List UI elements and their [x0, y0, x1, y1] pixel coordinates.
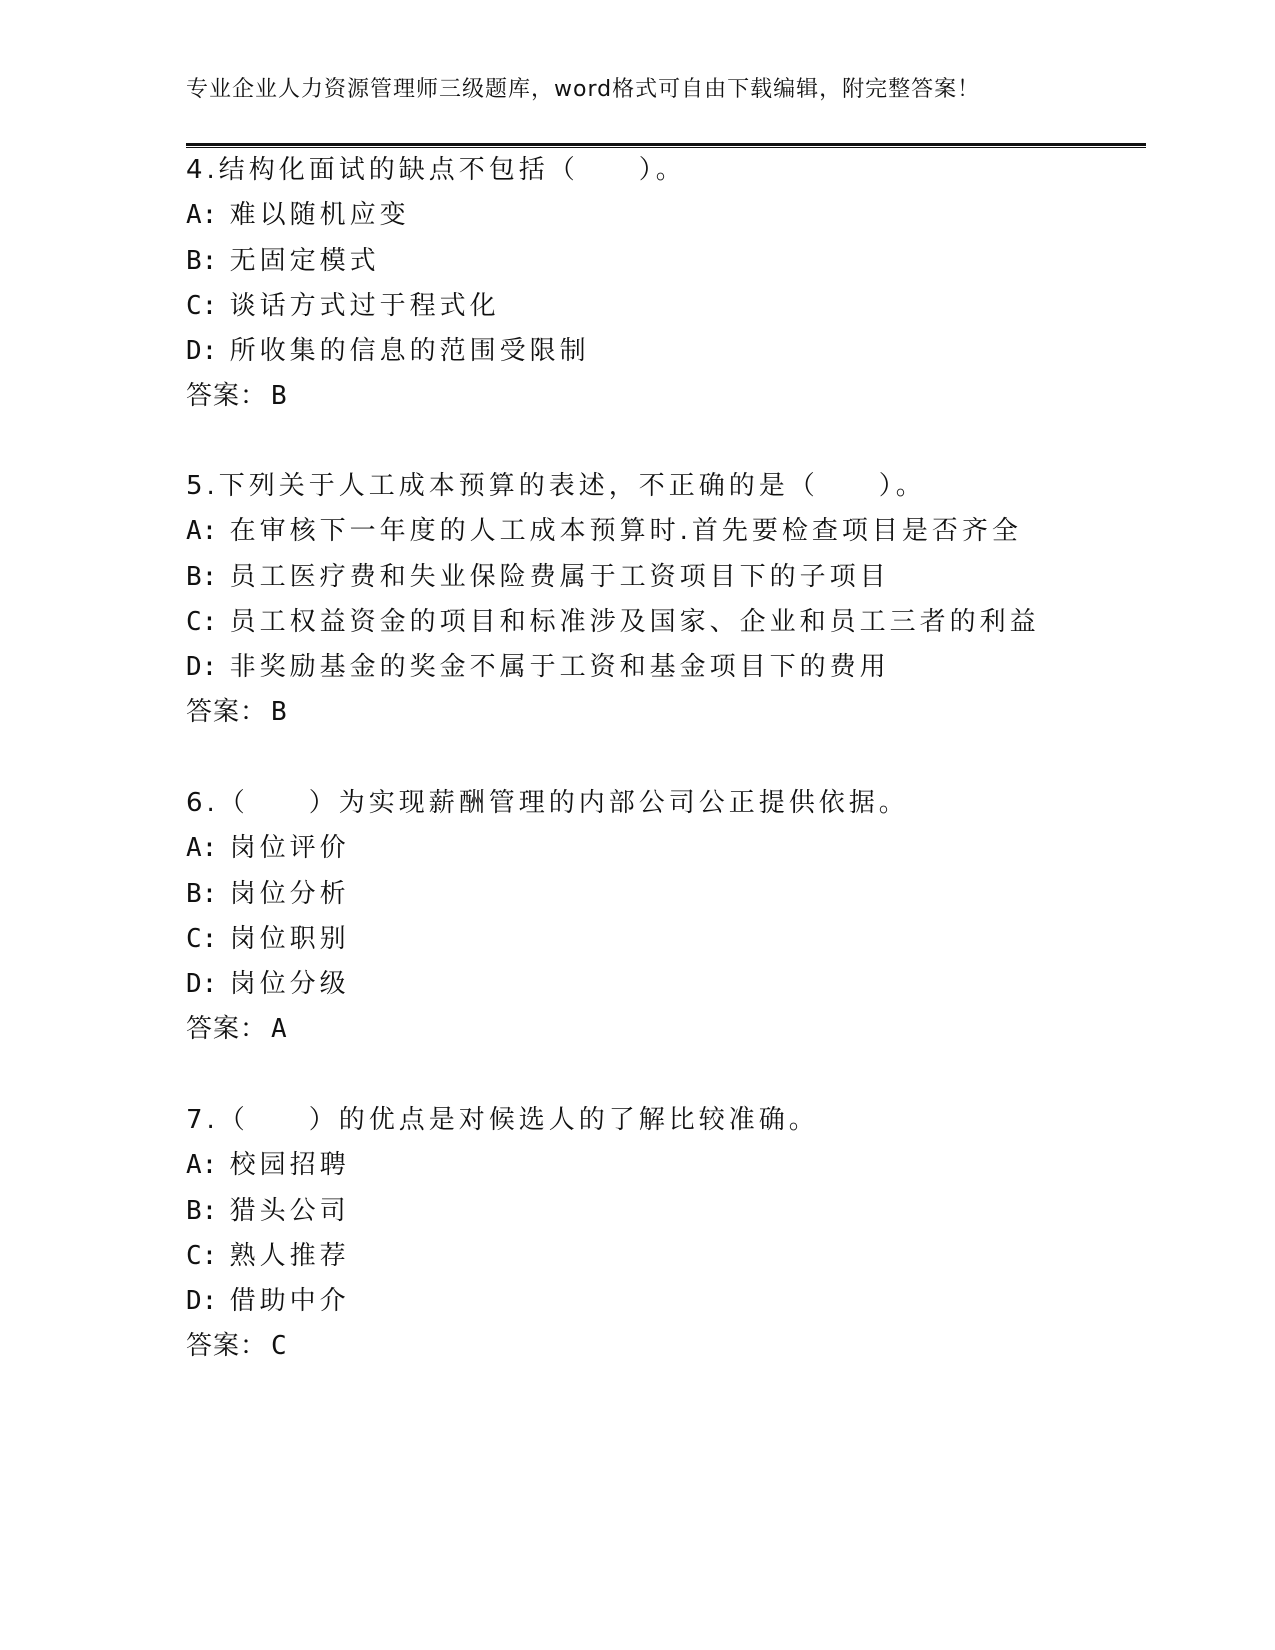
option-b: [186, 872, 1146, 917]
question-block: [186, 1098, 1146, 1370]
question-stem: 5.下列关于人工成本预算的表述，不正确的是（ ）。: [186, 471, 926, 501]
answer-label: 答案：: [186, 1014, 268, 1045]
option-letter: C:: [186, 290, 218, 321]
answer-value: C: [271, 1331, 287, 1362]
option-d: [186, 329, 1146, 374]
option-text: 岗位分析: [229, 878, 350, 909]
option-text: 员工权益资金的项目和标准涉及国家、企业和员工三者的利益: [229, 606, 1040, 637]
option-letter: B:: [186, 1195, 218, 1226]
option-b: [186, 239, 1146, 284]
option-letter: D:: [186, 969, 218, 1000]
option-text: 无固定模式: [229, 245, 380, 276]
option-letter: B:: [186, 561, 218, 592]
option-letter: B:: [186, 878, 218, 909]
question-stem: 7.（ ）的优点是对候选人的了解比较准确。: [186, 1105, 819, 1135]
option-text: 非奖励基金的奖金不属于工资和基金项目下的费用: [229, 652, 890, 683]
option-text: 岗位分级: [229, 969, 350, 1000]
option-c: [186, 1234, 1146, 1279]
option-text: 熟人推荐: [229, 1240, 350, 1271]
option-d: [186, 962, 1146, 1007]
option-text: 谈话方式过于程式化: [229, 290, 500, 321]
option-letter: A:: [186, 516, 218, 547]
option-letter: C:: [186, 923, 218, 954]
option-letter: D:: [186, 1286, 218, 1317]
question-stem: 6.（ ）为实现薪酬管理的内部公司公正提供依据。: [186, 788, 909, 818]
question-block: [186, 148, 1146, 420]
option-text: 在审核下一年度的人工成本预算时.首先要检查项目是否齐全: [229, 516, 1022, 547]
option-letter: C:: [186, 1240, 218, 1271]
question-block: [186, 781, 1146, 1053]
answer-label: 答案：: [186, 381, 268, 412]
option-a: [186, 509, 1146, 554]
option-letter: A:: [186, 200, 218, 231]
option-a: [186, 193, 1146, 238]
option-letter: C:: [186, 606, 218, 637]
page-header: 专业企业人力资源管理师三级题库，word格式可自由下载编辑，附完整答案！: [186, 77, 981, 102]
option-text: 所收集的信息的范围受限制: [229, 336, 590, 367]
option-text: 难以随机应变: [229, 200, 410, 231]
option-text: 员工医疗费和失业保险费属于工资项目下的子项目: [229, 561, 890, 592]
answer-line: [186, 374, 1146, 419]
option-d: [186, 645, 1146, 690]
answer-line: [186, 1324, 1146, 1369]
option-c: [186, 284, 1146, 329]
option-b: [186, 1189, 1146, 1234]
option-text: 猎头公司: [229, 1195, 350, 1226]
answer-label: 答案：: [186, 1331, 268, 1362]
option-letter: A:: [186, 1150, 218, 1181]
option-text: 岗位职别: [229, 923, 350, 954]
option-d: [186, 1279, 1146, 1324]
answer-label: 答案：: [186, 697, 268, 728]
option-text: 校园招聘: [229, 1150, 350, 1181]
option-letter: A:: [186, 833, 218, 864]
question-block: [186, 464, 1146, 736]
option-letter: D:: [186, 336, 218, 367]
question-stem: 4.结构化面试的缺点不包括（ ）。: [186, 155, 686, 185]
answer-value: B: [271, 697, 287, 728]
option-text: 岗位评价: [229, 833, 350, 864]
answer-value: B: [271, 381, 287, 412]
option-a: [186, 826, 1146, 871]
option-c: [186, 600, 1146, 645]
answer-line: [186, 1007, 1146, 1052]
option-letter: B:: [186, 245, 218, 276]
option-letter: D:: [186, 652, 218, 683]
option-c: [186, 917, 1146, 962]
option-b: [186, 555, 1146, 600]
answer-line: [186, 690, 1146, 735]
option-text: 借助中介: [229, 1286, 350, 1317]
answer-value: A: [271, 1014, 287, 1045]
option-a: [186, 1143, 1146, 1188]
